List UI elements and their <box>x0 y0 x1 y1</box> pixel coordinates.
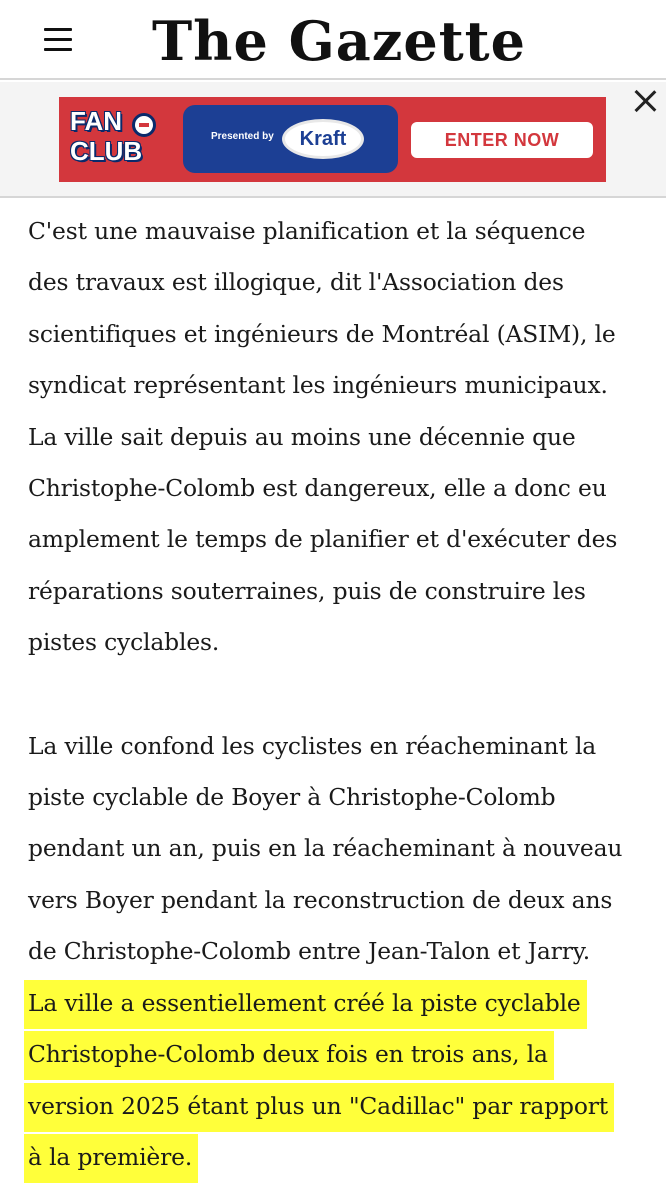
canadiens-badge-icon <box>132 113 156 137</box>
highlighted-line <box>28 1081 648 1132</box>
text-line: pistes cyclables. <box>28 628 220 657</box>
text-line: scientifiques et ingénieurs de Montréal (ASIM), le <box>28 319 616 348</box>
fan-club-ad-banner[interactable] <box>59 97 606 182</box>
text-line: Christophe-Colomb est dangereux, elle a donc eu <box>28 474 607 503</box>
fan-club-logo <box>70 107 162 171</box>
paragraph-gap <box>28 669 648 721</box>
text-line: La ville sait depuis au moins une décennie que <box>28 422 576 451</box>
enter-now-button[interactable]: ENTER NOW <box>411 122 593 158</box>
highlighted-text: à la première. <box>28 1134 192 1183</box>
text-line: La ville confond les cyclistes en réacheminant la <box>28 731 597 760</box>
text-line: de Christophe-Colomb entre Jean-Talon et Jarry. <box>28 937 590 966</box>
text-line: vers Boyer pendant la reconstruction de deux ans <box>28 885 613 914</box>
hamburger-menu-icon[interactable] <box>44 28 74 52</box>
article-paragraph-2 <box>28 721 648 1184</box>
presented-by-label: Presented by <box>211 131 274 142</box>
kraft-logo <box>282 119 364 159</box>
article-paragraph-1 <box>28 206 648 669</box>
highlighted-text: La ville a essentiellement créé la piste cyclable <box>28 980 581 1029</box>
text-line: pendant un an, puis en la réacheminant à nouveau <box>28 834 623 863</box>
highlighted-text: version 2025 étant plus un "Cadillac" par rapport <box>28 1083 608 1132</box>
text-line: réparations souterraines, puis de construire les <box>28 576 586 605</box>
highlighted-text: Christophe-Colomb deux fois en trois ans, la <box>28 1031 548 1080</box>
highlighted-line <box>28 978 648 1029</box>
presented-by-panel <box>183 105 398 173</box>
highlighted-line <box>28 1029 648 1080</box>
kraft-logo-text: Kraft <box>299 128 347 150</box>
text-line: C'est une mauvaise planification et la séquence <box>28 217 586 245</box>
highlighted-line <box>28 1132 648 1183</box>
text-line: syndicat représentant les ingénieurs municipaux. <box>28 371 608 400</box>
fan-club-club-text: CLUB <box>70 136 143 166</box>
site-logo[interactable]: The Gazette <box>152 9 526 73</box>
text-line: des travaux est illogique, dit l'Association des <box>28 268 564 297</box>
text-line: amplement le temps de planifier et d'exécuter des <box>28 525 618 554</box>
site-header <box>0 0 666 80</box>
text-line: piste cyclable de Boyer à Christophe-Colomb <box>28 783 556 812</box>
ad-bar <box>0 82 666 198</box>
fan-club-fan-text: FAN <box>70 106 122 136</box>
article-body <box>28 206 648 1183</box>
close-icon[interactable] <box>632 88 658 114</box>
